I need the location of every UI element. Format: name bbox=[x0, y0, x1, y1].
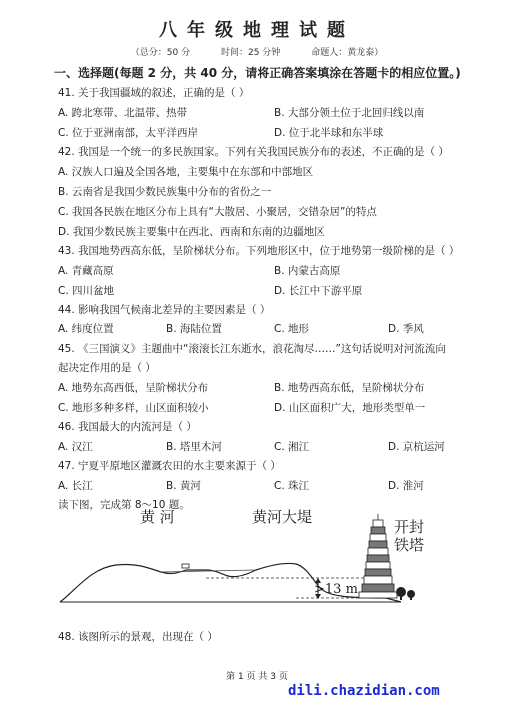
option: D. 季风 bbox=[388, 323, 424, 335]
option: B. 黄河 bbox=[166, 480, 201, 492]
exam-meta bbox=[0, 45, 514, 58]
option: B. 大部分领土位于北回归线以南 bbox=[274, 107, 425, 119]
question-45: 45. 《三国演义》主题曲中“滚滚长江东逝水，浪花淘尽……”这句话说明对河流流向 bbox=[58, 343, 446, 355]
question-43: 43. 我国地势西高东低，呈阶梯状分布。下列地形区中，位于地势第一级阶梯的是（ ） bbox=[58, 245, 460, 257]
label-dike: 黄河大堤 bbox=[252, 508, 313, 526]
label-yellow-river: 黄 河 bbox=[140, 508, 175, 526]
label-tower: 开封 铁塔 bbox=[394, 518, 425, 554]
option: A. 汉江 bbox=[58, 441, 93, 453]
option: C. 四川盆地 bbox=[58, 285, 115, 297]
option: B. 海陆位置 bbox=[166, 323, 222, 335]
option: B. 内蒙古高原 bbox=[274, 265, 341, 277]
watermark: dili.chazidian.com bbox=[288, 683, 440, 699]
tree-icon bbox=[396, 587, 415, 600]
option: D. 位于北半球和东半球 bbox=[274, 127, 384, 139]
option: C. 湘江 bbox=[274, 441, 310, 453]
page-title: 八年级地理试题 bbox=[159, 20, 355, 41]
score-info: （总分：50 分 bbox=[130, 48, 191, 58]
question-41: 41. 关于我国疆域的叙述，正确的是（ ） bbox=[58, 87, 250, 99]
option: A. 跨北寒带、北温带、热带 bbox=[58, 107, 188, 119]
option: A. 青藏高原 bbox=[58, 265, 114, 277]
river-profile-figure bbox=[56, 510, 466, 610]
section-heading: 一、选择题(每题 2 分，共 40 分，请将正确答案填涂在答题卡的相应位置。) bbox=[54, 66, 461, 80]
option: A. 汉族人口遍及全国各地，主要集中在东部和中部地区 bbox=[58, 166, 314, 178]
page-footer: 第 1 页 共 3 页 bbox=[226, 672, 288, 682]
option: A. 长江 bbox=[58, 480, 93, 492]
author-info: 命题人：黄龙泰） bbox=[311, 48, 384, 58]
pagoda-icon bbox=[359, 514, 397, 598]
figure-intro: 读下图，完成第 8～10 题。 bbox=[58, 499, 190, 511]
option: B. 云南省是我国少数民族集中分布的省份之一 bbox=[58, 186, 272, 198]
option: B. 塔里木河 bbox=[166, 441, 222, 453]
label-height: >13 m bbox=[314, 582, 358, 597]
option: D. 京杭运河 bbox=[388, 441, 445, 453]
boat-icon bbox=[182, 564, 189, 568]
option: C. 珠江 bbox=[274, 480, 310, 492]
question-42: 42. 我国是一个统一的多民族国家。下列有关我国民族分布的表述，不正确的是（ ） bbox=[58, 146, 449, 158]
question-46: 46. 我国最大的内流河是（ ） bbox=[58, 421, 197, 433]
question-45-continued: 起决定作用的是（ ） bbox=[58, 362, 156, 374]
option: B. 地势西高东低，呈阶梯状分布 bbox=[274, 382, 425, 394]
option: C. 地形多种多样，山区面积较小 bbox=[58, 402, 209, 414]
option: D. 淮河 bbox=[388, 480, 424, 492]
option: C. 位于亚洲南部，太平洋西岸 bbox=[58, 127, 199, 139]
option: D. 山区面积广大，地形类型单一 bbox=[274, 402, 426, 414]
option: C. 我国各民族在地区分布上具有“大散居、小聚居，交错杂居”的特点 bbox=[58, 206, 377, 218]
option: D. 长江中下游平原 bbox=[274, 285, 363, 297]
option: A. 纬度位置 bbox=[58, 323, 114, 335]
time-info: 时间：25 分钟 bbox=[220, 48, 281, 58]
question-44: 44. 影响我国气候南北差异的主要因素是（ ） bbox=[58, 304, 271, 316]
option: A. 地势东高西低，呈阶梯状分布 bbox=[58, 382, 209, 394]
question-48: 48. 该图所示的景观，出现在（ ） bbox=[58, 631, 218, 643]
option: D. 我国少数民族主要集中在西北、西南和东南的边疆地区 bbox=[58, 226, 325, 238]
question-47: 47. 宁夏平原地区灌溉农田的水主要来源于（ ） bbox=[58, 460, 281, 472]
option: C. 地形 bbox=[274, 323, 310, 335]
